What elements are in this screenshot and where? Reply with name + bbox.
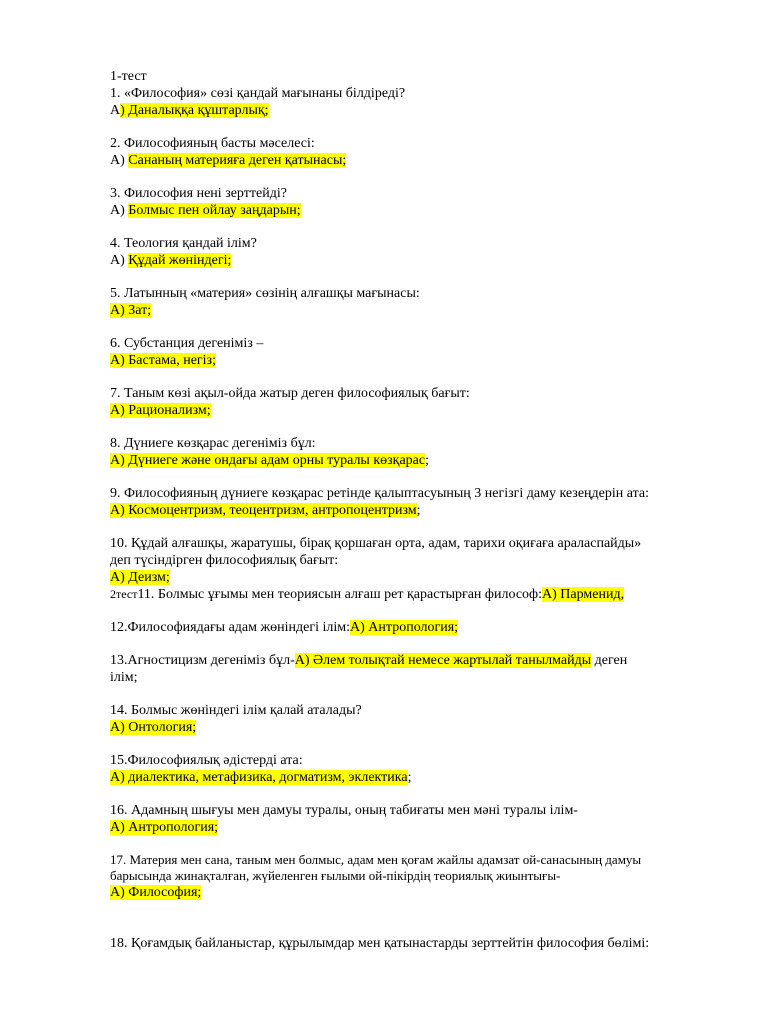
answer-15: А) диалектика, метафизика, догматизм, эклектика; (110, 770, 412, 785)
question-16: 16. Адамның шығуы мен дамуы туралы, оның табиғаты мен мәні туралы ілім- (110, 803, 578, 818)
answer-8: А) Дүниеге және ондағы адам орны туралы көзқарас; (110, 453, 429, 468)
answer-11-highlight: А) Парменид, (542, 587, 625, 602)
question-18: 18. Қоғамдық байланыстар, құрылымдар мен қатынастарды зерттейтін философия бөлімі: (110, 936, 650, 951)
answer-8-highlight: А) Дүниеге және ондағы адам орны туралы көзқарас (110, 453, 426, 468)
test-2-label: 2тест (110, 587, 138, 601)
question-17-line-1: 17. Материя мен сана, таным мен болмыс, адам мен қоғам жайлы адамзат ой-санасының дамуы (110, 852, 642, 867)
question-14: 14. Болмыс жөніндегі ілім қалай аталады? (110, 703, 362, 718)
answer-6 (110, 352, 750, 369)
answer-2-highlight: Сананың материяға деген қатынасы; (128, 153, 347, 168)
question-12: 12.Философиядағы адам жөніндегі ілім:А) Антропология; (110, 620, 459, 635)
question-10-line-1: 10. Құдай алғашқы, жаратушы, бірақ қоршаған орта, адам, тарихи оқиғаға араласпайды» (110, 536, 642, 551)
test-heading: 1-тест (110, 69, 147, 84)
answer-10 (110, 569, 750, 586)
answer-5-highlight: А) Зат; (110, 303, 152, 318)
answer-7 (110, 402, 750, 419)
question-7: 7. Таным көзі ақыл-ойда жатыр деген философиялық бағыт: (110, 386, 470, 401)
question-10-line-2: деп түсіндірген философиялық бағыт: (110, 553, 339, 568)
answer-7-highlight: А) Рационализм; (110, 403, 211, 418)
question-5: 5. Латынның «материя» сөзінің алғашқы мағынасы: (110, 286, 420, 301)
answer-4-highlight: Құдай жөніндегі; (128, 253, 232, 268)
question-1: 1. «Философия» сөзі қандай мағынаны білдіреді? (110, 86, 406, 101)
answer-10-highlight: А) Деизм; (110, 570, 170, 585)
answer-6-highlight: А) Бастама, негіз; (110, 353, 216, 368)
question-15: 15.Философиялық әдістерді ата: (110, 753, 303, 768)
answer-3-highlight: Болмыс пен ойлау заңдарын; (128, 203, 301, 218)
answer-16-highlight: А) Антропология; (110, 820, 219, 835)
question-6: 6. Субстанция дегеніміз – (110, 336, 264, 351)
question-13: 13.Агностицизм дегеніміз бұл-А) Әлем толықтай немесе жартылай танылмайды деген (110, 653, 628, 668)
answer-12-highlight: А) Антропология; (350, 620, 459, 635)
question-2: 2. Философияның басты мәселесі: (110, 136, 315, 151)
question-4: 4. Теология қандай ілім? (110, 236, 257, 251)
answer-9: А) Космоцентризм, теоцентризм, антропоцентризм; (110, 503, 421, 518)
answer-2: А) Сананың материяға деген қатынасы; (110, 153, 347, 168)
question-9: 9. Философияның дүниеге көзқарас ретінде қалыптасуының 3 негізгі даму кезеңдерін ата: (110, 486, 649, 501)
question-11: 2тест11. Болмыс ұғымы мен теориясын алғаш рет қарастырған философ:А) Парменид, (110, 587, 625, 602)
answer-1: А) Даналыққа құштарлық; (110, 103, 269, 118)
answer-15-highlight: А) диалектика, метафизика, догматизм, эклектика (110, 770, 408, 785)
answer-14 (110, 719, 750, 736)
answer-9-highlight: А) Космоцентризм, теоцентризм, антропоцентризм (110, 503, 417, 518)
question-3: 3. Философия нені зерттейді? (110, 186, 287, 201)
answer-14-highlight: А) Онтология; (110, 720, 197, 735)
answer-1-highlight: ) Даналыққа құштарлық; (120, 103, 269, 118)
document-body (110, 68, 750, 952)
answer-16 (110, 819, 750, 836)
answer-13-highlight: А) Әлем толықтай немесе жартылай танылмайды (294, 653, 592, 668)
answer-4: А) Құдай жөніндегі; (110, 253, 232, 268)
answer-3: А) Болмыс пен ойлау заңдарын; (110, 203, 301, 218)
question-17-line-2: барысында жинақталған, жүйеленген ғылыми ой-пікірдің теориялық жиынтығы- (110, 868, 561, 883)
question-8: 8. Дүниеге көзқарас дегеніміз бұл: (110, 436, 316, 451)
answer-17 (110, 884, 750, 901)
question-13-continuation: ілім; (110, 670, 138, 685)
answer-5 (110, 302, 750, 319)
answer-17-highlight: А) Философия; (110, 885, 202, 900)
